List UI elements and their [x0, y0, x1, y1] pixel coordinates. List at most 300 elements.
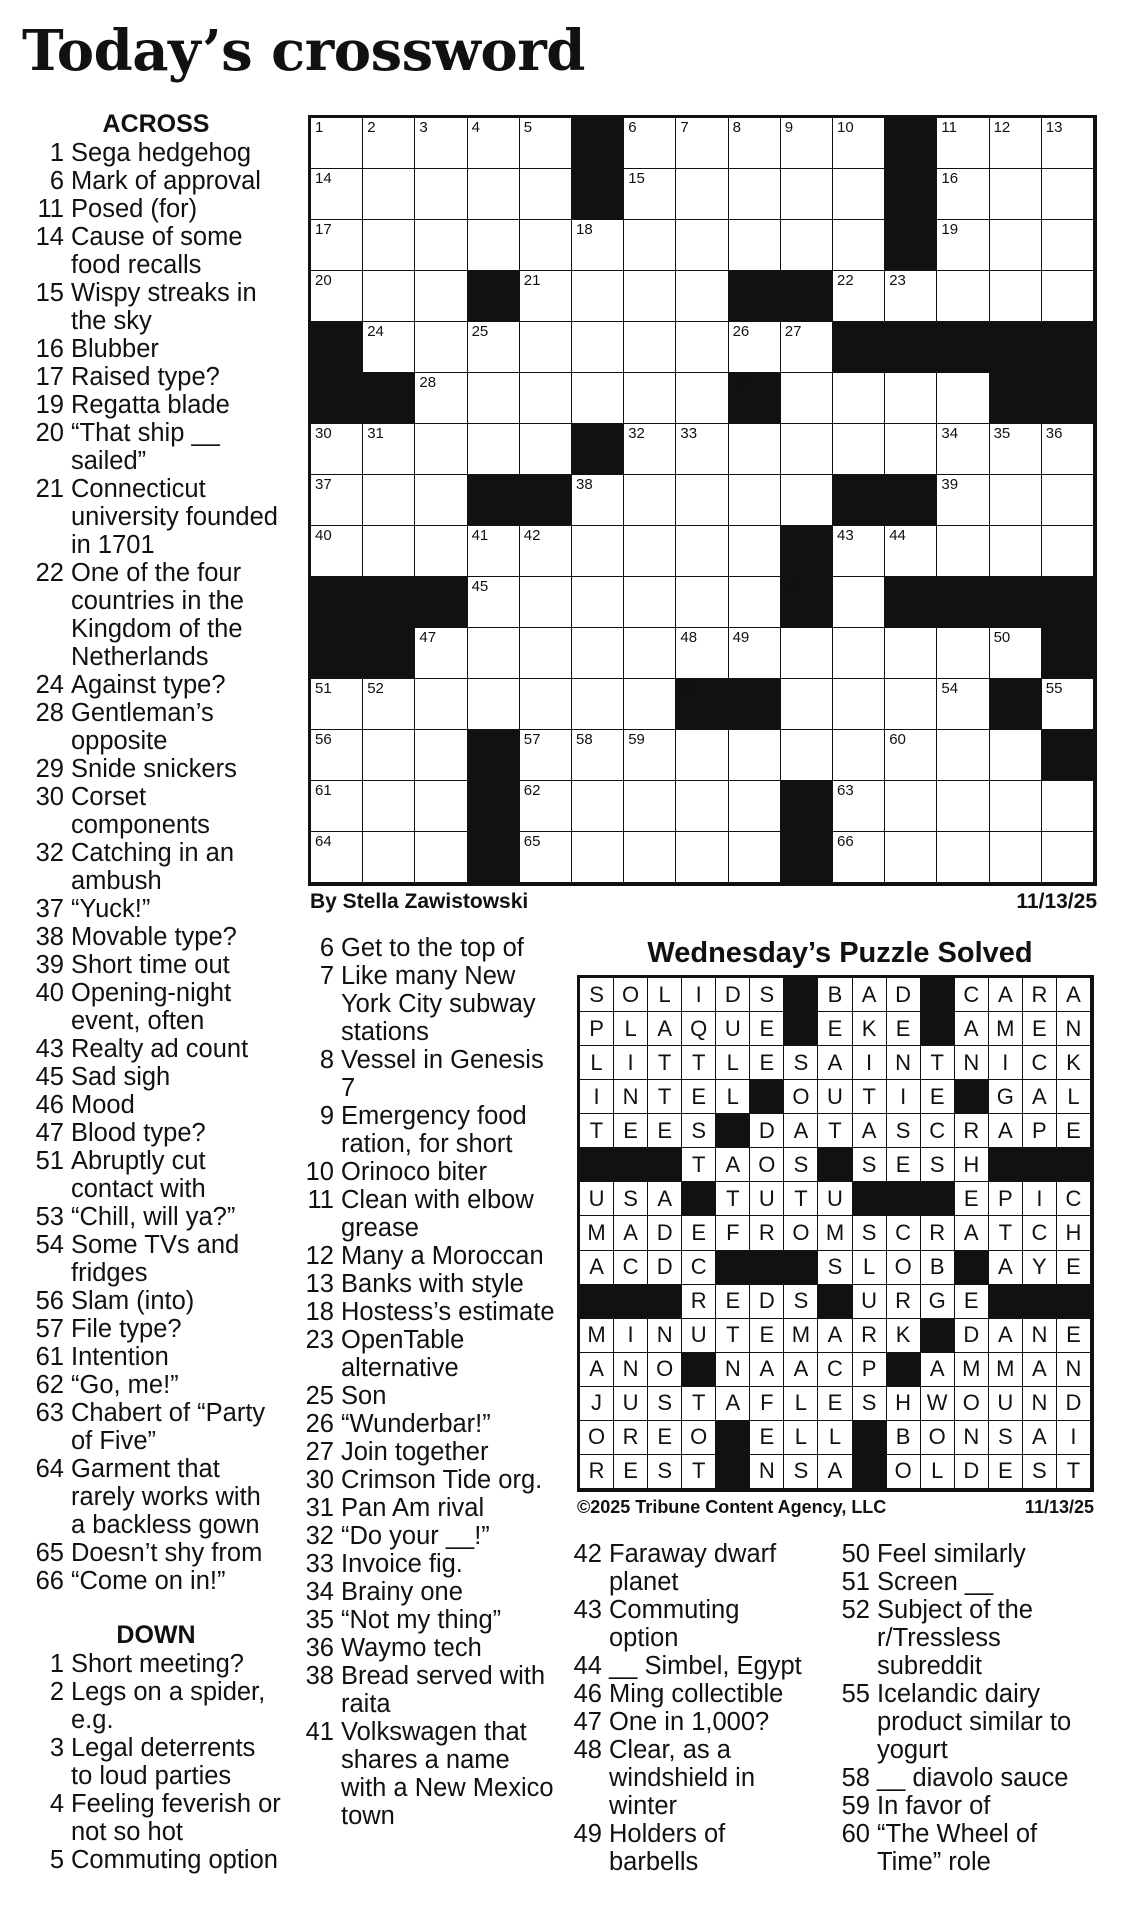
solution-letter: C [1023, 1216, 1057, 1250]
clue-number: 17 [35, 363, 64, 391]
grid-cell[interactable] [311, 118, 363, 169]
clue-item [836, 1540, 1098, 1568]
clue-number: 51 [35, 1147, 64, 1175]
clue-number: 47 [573, 1708, 602, 1736]
grid-cell[interactable] [415, 118, 467, 169]
black-square [833, 475, 885, 526]
clue-item [300, 934, 558, 962]
grid-cell[interactable] [1042, 679, 1094, 730]
grid-cell[interactable] [624, 526, 676, 577]
clue-number: 56 [35, 1287, 64, 1315]
solution-letter: D [887, 978, 921, 1012]
grid-cell[interactable] [990, 832, 1042, 883]
grid-cell[interactable] [885, 373, 937, 424]
solution-letter: T [580, 1114, 614, 1148]
grid-cell[interactable] [676, 781, 728, 832]
clue-item [30, 783, 282, 839]
solution-letter: I [614, 1319, 648, 1353]
grid-cell[interactable] [1042, 832, 1094, 883]
cell-number: 14 [315, 170, 332, 187]
clue-number: 65 [35, 1539, 64, 1567]
black-square [729, 271, 781, 322]
solution-letter: A [750, 1353, 784, 1387]
grid-cell[interactable] [937, 730, 989, 781]
clue-text: Screen __ [877, 1568, 994, 1596]
grid-cell[interactable] [520, 730, 572, 781]
solution-black-square [716, 1455, 750, 1489]
clue-text: “Wunderbar!” [341, 1410, 491, 1438]
clue-text: “Go, me!” [71, 1371, 179, 1399]
grid-cell[interactable] [520, 424, 572, 475]
grid-cell[interactable] [833, 424, 885, 475]
grid-cell[interactable] [468, 424, 520, 475]
solution-letter: Y [1023, 1251, 1057, 1285]
grid-cell[interactable] [363, 424, 415, 475]
grid-cell[interactable] [1042, 475, 1094, 526]
solution-letter: P [580, 1012, 614, 1046]
cell-number: 62 [523, 782, 541, 799]
grid-cell[interactable] [729, 628, 781, 679]
grid-cell[interactable] [729, 118, 781, 169]
solution-black-square [1057, 1148, 1091, 1182]
grid-cell[interactable] [468, 322, 520, 373]
grid-cell[interactable] [363, 679, 415, 730]
grid-cell[interactable] [729, 169, 781, 220]
solution-letter: N [614, 1353, 648, 1387]
grid-cell[interactable] [937, 526, 989, 577]
grid-cell[interactable] [415, 424, 467, 475]
clue-item [568, 1540, 808, 1596]
grid-cell[interactable] [990, 169, 1042, 220]
grid-cell[interactable] [833, 118, 885, 169]
grid-cell[interactable] [572, 628, 624, 679]
clue-text: Regatta blade [71, 391, 230, 419]
solution-letter: G [921, 1285, 955, 1319]
grid-cell[interactable] [885, 526, 937, 577]
clue-number: 27 [305, 1438, 334, 1466]
grid-cell[interactable] [624, 577, 676, 628]
clue-number: 41 [305, 1718, 334, 1746]
grid-cell[interactable] [781, 322, 833, 373]
solution-letter: A [614, 1216, 648, 1250]
grid-cell[interactable] [520, 526, 572, 577]
grid-cell[interactable] [520, 679, 572, 730]
grid-cell[interactable] [676, 322, 728, 373]
clue-number: 61 [35, 1343, 64, 1371]
solution-letter: R [955, 1114, 989, 1148]
grid-cell[interactable] [833, 679, 885, 730]
grid-cell[interactable] [415, 220, 467, 271]
clue-item [30, 1650, 282, 1678]
solution-letter: E [682, 1216, 716, 1250]
grid-cell[interactable] [729, 577, 781, 628]
grid-cell[interactable] [363, 118, 415, 169]
grid-cell[interactable] [833, 220, 885, 271]
grid-cell[interactable] [676, 424, 728, 475]
grid-cell[interactable] [1042, 424, 1094, 475]
grid-cell[interactable] [1042, 169, 1094, 220]
clue-number: 64 [35, 1455, 64, 1483]
solution-letter: O [784, 1216, 818, 1250]
grid-cell[interactable] [468, 628, 520, 679]
grid-cell[interactable] [937, 424, 989, 475]
solution-letter: U [580, 1182, 614, 1216]
grid-cell[interactable] [624, 169, 676, 220]
grid-cell[interactable] [520, 118, 572, 169]
clue-item [30, 1371, 282, 1399]
grid-cell[interactable] [311, 475, 363, 526]
grid-cell[interactable] [676, 628, 728, 679]
grid-cell[interactable] [676, 832, 728, 883]
grid-cell[interactable] [520, 781, 572, 832]
grid-cell[interactable] [937, 628, 989, 679]
grid-cell[interactable] [415, 679, 467, 730]
grid-cell[interactable] [885, 832, 937, 883]
cell-number: 3 [419, 119, 428, 136]
grid-cell[interactable] [781, 475, 833, 526]
grid-cell[interactable] [572, 322, 624, 373]
grid-cell[interactable] [624, 628, 676, 679]
grid-cell[interactable] [729, 730, 781, 781]
clue-item [30, 839, 282, 895]
grid-cell[interactable] [520, 271, 572, 322]
solution-letter: C [614, 1251, 648, 1285]
grid-cell[interactable] [833, 730, 885, 781]
grid-cell[interactable] [676, 118, 728, 169]
grid-cell[interactable] [990, 526, 1042, 577]
grid-cell[interactable] [572, 220, 624, 271]
grid-cell[interactable] [833, 271, 885, 322]
grid-cell[interactable] [363, 220, 415, 271]
grid-cell[interactable] [833, 577, 885, 628]
clue-item [30, 363, 282, 391]
clue-number: 32 [35, 839, 64, 867]
clue-text: Short time out [71, 951, 230, 979]
solution-letter: S [648, 1387, 682, 1421]
clue-number: 23 [305, 1326, 334, 1354]
crossword-grid[interactable] [308, 115, 1097, 886]
grid-cell[interactable] [676, 730, 728, 781]
grid-cell[interactable] [311, 832, 363, 883]
grid-cell[interactable] [676, 577, 728, 628]
solution-black-square [716, 1251, 750, 1285]
grid-cell[interactable] [311, 220, 363, 271]
clue-item [300, 1270, 558, 1298]
grid-cell[interactable] [572, 679, 624, 730]
black-square [833, 322, 885, 373]
grid-cell[interactable] [415, 730, 467, 781]
solution-letter: S [614, 1182, 648, 1216]
grid-cell[interactable] [676, 526, 728, 577]
black-square [1042, 373, 1094, 424]
grid-cell[interactable] [624, 220, 676, 271]
grid-cell[interactable] [311, 424, 363, 475]
clue-text: Doesn’t shy from [71, 1539, 263, 1567]
grid-cell[interactable] [833, 526, 885, 577]
clue-number: 30 [305, 1466, 334, 1494]
grid-cell[interactable] [572, 577, 624, 628]
solution-letter: C [818, 1353, 852, 1387]
grid-cell[interactable] [624, 271, 676, 322]
grid-cell[interactable] [415, 322, 467, 373]
grid-cell[interactable] [363, 730, 415, 781]
grid-cell[interactable] [468, 169, 520, 220]
solution-letter: C [1023, 1046, 1057, 1080]
clue-item [30, 755, 282, 783]
grid-cell[interactable] [363, 526, 415, 577]
page-title: Today’s crossword [22, 18, 585, 84]
grid-cell[interactable] [833, 373, 885, 424]
black-square [311, 628, 363, 679]
solution-letter: T [818, 1114, 852, 1148]
grid-cell[interactable] [363, 169, 415, 220]
grid-cell[interactable] [781, 169, 833, 220]
grid-cell[interactable] [415, 628, 467, 679]
solution-letter: A [818, 1455, 852, 1489]
clue-item [300, 1466, 558, 1494]
grid-cell[interactable] [415, 373, 467, 424]
grid-cell[interactable] [729, 424, 781, 475]
solution-black-square [955, 1080, 989, 1114]
grid-cell[interactable] [729, 475, 781, 526]
solution-letter: E [1057, 1251, 1091, 1285]
grid-cell[interactable] [363, 475, 415, 526]
grid-cell[interactable] [415, 526, 467, 577]
grid-cell[interactable] [937, 373, 989, 424]
grid-cell[interactable] [885, 271, 937, 322]
clue-item [300, 1410, 558, 1438]
grid-cell[interactable] [415, 832, 467, 883]
grid-cell[interactable] [624, 832, 676, 883]
grid-cell[interactable] [729, 781, 781, 832]
grid-cell[interactable] [520, 322, 572, 373]
black-square [781, 781, 833, 832]
grid-cell[interactable] [729, 832, 781, 883]
solution-black-square [1023, 1148, 1057, 1182]
black-square [520, 475, 572, 526]
solution-black-square [818, 1148, 852, 1182]
grid-cell[interactable] [729, 322, 781, 373]
grid-cell[interactable] [311, 781, 363, 832]
cell-number: 39 [941, 476, 959, 493]
grid-cell[interactable] [624, 475, 676, 526]
solution-letter: N [955, 1046, 989, 1080]
clue-item [30, 1315, 282, 1343]
grid-cell[interactable] [937, 220, 989, 271]
grid-cell[interactable] [937, 679, 989, 730]
solution-black-square [682, 1353, 716, 1387]
clue-item [30, 1063, 282, 1091]
grid-cell[interactable] [1042, 781, 1094, 832]
black-square [468, 832, 520, 883]
grid-cell[interactable] [311, 679, 363, 730]
grid-cell[interactable] [624, 322, 676, 373]
solution-letter: A [716, 1148, 750, 1182]
cell-number: 47 [419, 629, 437, 646]
grid-cell[interactable] [990, 628, 1042, 679]
grid-cell[interactable] [729, 220, 781, 271]
grid-cell[interactable] [833, 628, 885, 679]
grid-cell[interactable] [311, 730, 363, 781]
grid-cell[interactable] [676, 169, 728, 220]
grid-cell[interactable] [468, 679, 520, 730]
clue-number: 62 [35, 1371, 64, 1399]
grid-cell[interactable] [415, 169, 467, 220]
clue-item [300, 1438, 558, 1466]
grid-cell[interactable] [572, 781, 624, 832]
grid-cell[interactable] [311, 271, 363, 322]
grid-cell[interactable] [781, 628, 833, 679]
grid-cell[interactable] [624, 679, 676, 730]
solution-letter: R [614, 1421, 648, 1455]
solution-letter: L [818, 1421, 852, 1455]
grid-cell[interactable] [624, 730, 676, 781]
grid-cell[interactable] [937, 781, 989, 832]
grid-cell[interactable] [833, 169, 885, 220]
clue-number: 2 [49, 1678, 64, 1706]
grid-cell[interactable] [520, 832, 572, 883]
grid-cell[interactable] [415, 271, 467, 322]
solution-letter: E [887, 1012, 921, 1046]
grid-cell[interactable] [990, 118, 1042, 169]
grid-cell[interactable] [885, 424, 937, 475]
grid-cell[interactable] [468, 526, 520, 577]
grid-cell[interactable] [990, 220, 1042, 271]
grid-cell[interactable] [572, 832, 624, 883]
grid-cell[interactable] [676, 271, 728, 322]
grid-cell[interactable] [468, 220, 520, 271]
grid-cell[interactable] [468, 577, 520, 628]
grid-cell[interactable] [468, 373, 520, 424]
solution-letter: E [818, 1012, 852, 1046]
grid-cell[interactable] [520, 169, 572, 220]
solution-letter: R [853, 1319, 887, 1353]
black-square [415, 577, 467, 628]
clue-text: Mood [71, 1091, 135, 1119]
grid-cell[interactable] [676, 373, 728, 424]
grid-cell[interactable] [781, 424, 833, 475]
grid-cell[interactable] [937, 832, 989, 883]
grid-cell[interactable] [781, 220, 833, 271]
grid-cell[interactable] [363, 781, 415, 832]
clue-text: Chabert of “Party of Five” [71, 1399, 266, 1455]
clue-item [30, 279, 282, 335]
grid-cell[interactable] [781, 730, 833, 781]
clue-text: Abruptly cut contact with [71, 1147, 206, 1203]
solution-letter: T [853, 1080, 887, 1114]
cell-number: 25 [471, 323, 489, 340]
grid-cell[interactable] [415, 781, 467, 832]
grid-cell[interactable] [729, 526, 781, 577]
grid-cell[interactable] [572, 373, 624, 424]
clue-item [300, 1634, 558, 1662]
grid-cell[interactable] [885, 679, 937, 730]
grid-cell[interactable] [520, 628, 572, 679]
grid-cell[interactable] [572, 475, 624, 526]
grid-cell[interactable] [833, 832, 885, 883]
solution-letter: O [887, 1455, 921, 1489]
grid-cell[interactable] [990, 424, 1042, 475]
grid-cell[interactable] [415, 475, 467, 526]
solution-letter: N [750, 1455, 784, 1489]
cell-number: 49 [732, 629, 750, 646]
grid-cell[interactable] [885, 628, 937, 679]
grid-cell[interactable] [990, 781, 1042, 832]
solution-letter: N [955, 1421, 989, 1455]
clue-text: Legal deterrents to loud parties [71, 1734, 256, 1790]
cell-number: 30 [315, 425, 332, 442]
grid-cell[interactable] [624, 781, 676, 832]
grid-cell[interactable] [1042, 118, 1094, 169]
clue-text: __ diavolo sauce [877, 1764, 1069, 1792]
cell-number: 63 [837, 782, 854, 799]
clue-number: 42 [573, 1540, 602, 1568]
grid-cell[interactable] [781, 118, 833, 169]
grid-cell[interactable] [937, 118, 989, 169]
clue-item [300, 1298, 558, 1326]
clue-item [30, 335, 282, 363]
cell-number: 29 [732, 374, 750, 391]
grid-cell[interactable] [520, 577, 572, 628]
clue-text: “Chill, will ya?” [71, 1203, 236, 1231]
cell-number: 50 [993, 629, 1011, 646]
grid-cell[interactable] [363, 271, 415, 322]
grid-cell[interactable] [624, 373, 676, 424]
grid-cell[interactable] [311, 526, 363, 577]
grid-cell[interactable] [990, 730, 1042, 781]
grid-cell[interactable] [937, 475, 989, 526]
grid-cell[interactable] [468, 118, 520, 169]
clue-number: 43 [35, 1035, 64, 1063]
solution-letter: D [750, 1114, 784, 1148]
grid-cell[interactable] [572, 271, 624, 322]
grid-cell[interactable] [990, 271, 1042, 322]
grid-cell[interactable] [624, 118, 676, 169]
black-square [781, 526, 833, 577]
grid-cell[interactable] [833, 781, 885, 832]
cell-number: 2 [367, 119, 376, 136]
solution-black-square [648, 1285, 682, 1319]
grid-cell[interactable] [885, 781, 937, 832]
grid-cell[interactable] [572, 526, 624, 577]
cell-number: 35 [993, 425, 1011, 442]
grid-cell[interactable] [363, 832, 415, 883]
solution-letter: A [784, 1353, 818, 1387]
grid-cell[interactable] [937, 169, 989, 220]
solution-letter: I [853, 1046, 887, 1080]
cell-number: 26 [732, 323, 750, 340]
grid-cell[interactable] [1042, 220, 1094, 271]
cell-number: 45 [471, 578, 489, 595]
grid-cell[interactable] [363, 322, 415, 373]
grid-cell[interactable] [676, 220, 728, 271]
grid-cell[interactable] [990, 475, 1042, 526]
grid-cell[interactable] [676, 475, 728, 526]
grid-cell[interactable] [781, 373, 833, 424]
grid-cell[interactable] [520, 373, 572, 424]
grid-cell[interactable] [885, 730, 937, 781]
grid-cell[interactable] [937, 271, 989, 322]
solution-letter: T [716, 1182, 750, 1216]
grid-cell[interactable] [520, 220, 572, 271]
grid-cell[interactable] [1042, 526, 1094, 577]
grid-cell[interactable] [572, 730, 624, 781]
grid-cell[interactable] [781, 679, 833, 730]
clue-item [300, 962, 558, 1046]
grid-cell[interactable] [624, 424, 676, 475]
grid-cell[interactable] [1042, 271, 1094, 322]
grid-cell[interactable] [311, 169, 363, 220]
